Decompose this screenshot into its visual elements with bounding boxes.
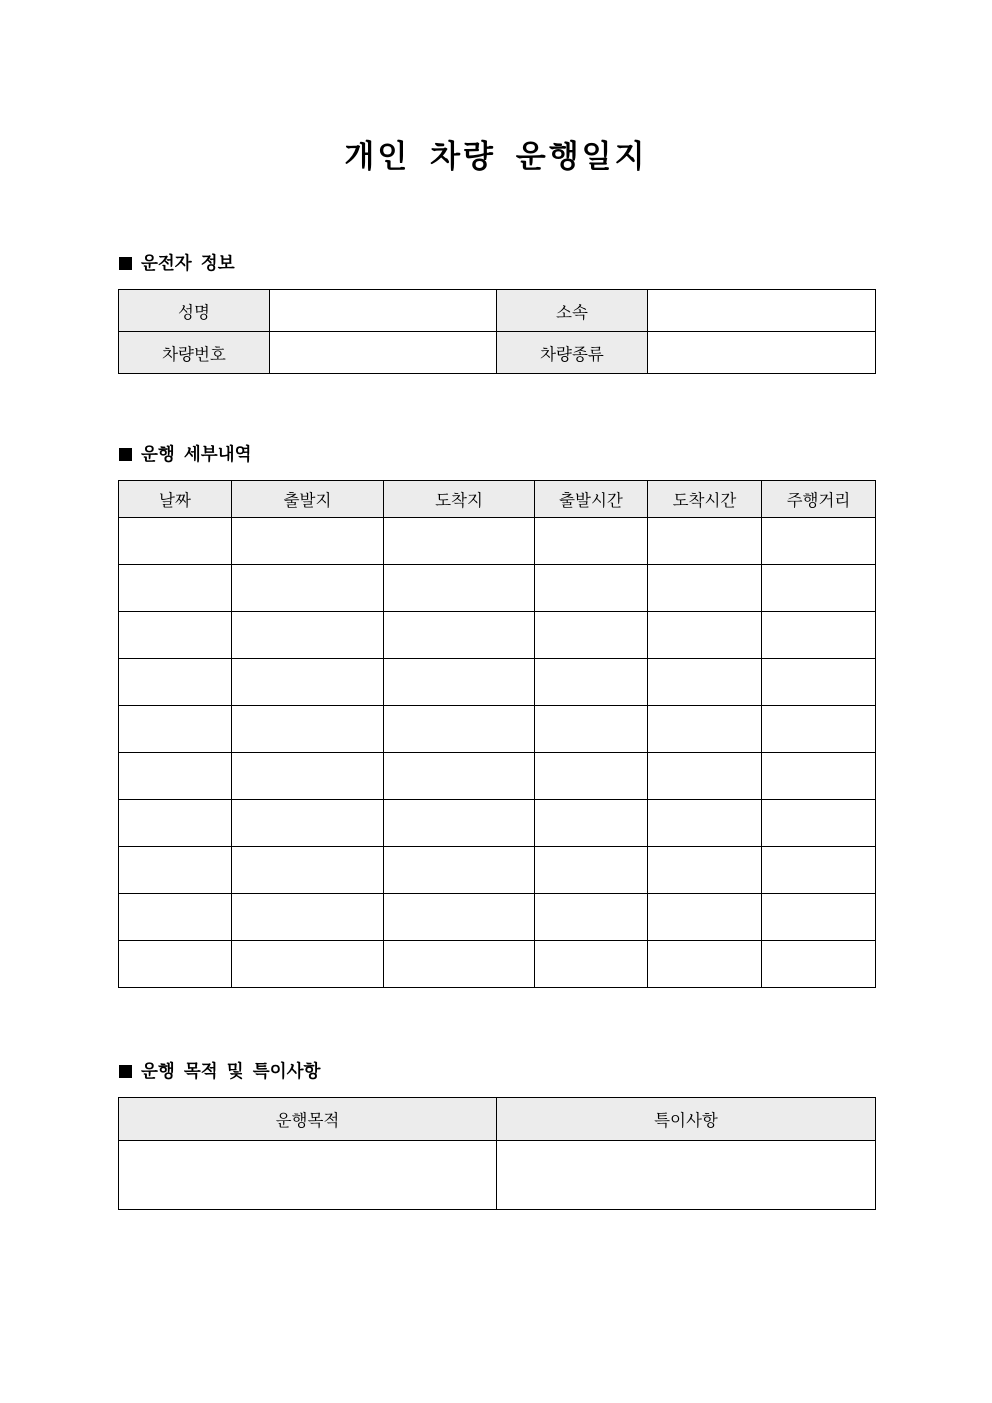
origin-cell[interactable] [232,706,384,753]
destination-cell[interactable] [384,706,535,753]
col-purpose-header: 운행목적 [119,1098,497,1141]
distance-cell[interactable] [762,800,876,847]
arrival-time-cell[interactable] [648,800,762,847]
col-destination-header: 도착지 [384,481,535,518]
distance-cell[interactable] [762,941,876,988]
arrival-time-cell[interactable] [648,659,762,706]
departure-time-cell[interactable] [535,565,648,612]
notes-field[interactable] [497,1141,876,1210]
destination-cell[interactable] [384,612,535,659]
plate-field[interactable] [270,332,497,374]
origin-cell[interactable] [232,612,384,659]
table-row [119,1141,876,1210]
table-row [119,612,876,659]
table-row [119,847,876,894]
departure-time-cell[interactable] [535,753,648,800]
origin-cell[interactable] [232,941,384,988]
name-field[interactable] [270,290,497,332]
origin-cell[interactable] [232,518,384,565]
table-row [119,332,876,374]
table-row [119,894,876,941]
arrival-time-cell[interactable] [648,753,762,800]
destination-cell[interactable] [384,847,535,894]
origin-cell[interactable] [232,753,384,800]
date-cell[interactable] [119,565,232,612]
table-row [119,753,876,800]
destination-cell[interactable] [384,565,535,612]
arrival-time-cell[interactable] [648,565,762,612]
square-bullet-icon [119,448,132,461]
destination-cell[interactable] [384,941,535,988]
distance-cell[interactable] [762,894,876,941]
origin-cell[interactable] [232,894,384,941]
departure-time-cell[interactable] [535,941,648,988]
table-row [119,518,876,565]
date-cell[interactable] [119,847,232,894]
departure-time-cell[interactable] [535,518,648,565]
distance-cell[interactable] [762,612,876,659]
document-title: 개인 차량 운행일지 [344,139,648,175]
arrival-time-cell[interactable] [648,847,762,894]
distance-cell[interactable] [762,659,876,706]
trip-log-heading [119,443,252,467]
col-origin-header: 출발지 [232,481,384,518]
table-row [119,941,876,988]
purpose-notes-heading [119,1060,320,1084]
col-arrival-time-header: 도착시간 [648,481,762,518]
purpose-notes-heading-text: 운행 목적 및 특이사항 [141,1062,321,1082]
origin-cell[interactable] [232,659,384,706]
distance-cell[interactable] [762,518,876,565]
date-cell[interactable] [119,753,232,800]
departure-time-cell[interactable] [535,847,648,894]
destination-cell[interactable] [384,518,535,565]
table-row [119,659,876,706]
departure-time-cell[interactable] [535,612,648,659]
vehicle-type-field[interactable] [648,332,876,374]
purpose-field[interactable] [119,1141,497,1210]
destination-cell[interactable] [384,800,535,847]
col-distance-header: 주행거리 [762,481,876,518]
driver-info-table [118,289,876,374]
date-cell[interactable] [119,894,232,941]
origin-cell[interactable] [232,800,384,847]
departure-time-cell[interactable] [535,706,648,753]
destination-cell[interactable] [384,659,535,706]
arrival-time-cell[interactable] [648,518,762,565]
arrival-time-cell[interactable] [648,706,762,753]
date-cell[interactable] [119,518,232,565]
destination-cell[interactable] [384,753,535,800]
origin-cell[interactable] [232,847,384,894]
square-bullet-icon [119,1065,132,1078]
table-row [119,706,876,753]
plate-label: 차량번호 [119,332,270,374]
date-cell[interactable] [119,612,232,659]
departure-time-cell[interactable] [535,894,648,941]
col-date-header: 날짜 [119,481,232,518]
arrival-time-cell[interactable] [648,941,762,988]
vehicle-type-label: 차량종류 [497,332,648,374]
col-notes-header: 특이사항 [497,1098,876,1141]
table-row [119,290,876,332]
table-header-row [119,1098,876,1141]
date-cell[interactable] [119,706,232,753]
affiliation-label: 소속 [497,290,648,332]
distance-cell[interactable] [762,847,876,894]
date-cell[interactable] [119,800,232,847]
driver-info-heading-text: 운전자 정보 [141,254,235,274]
table-header-row [119,481,876,518]
purpose-notes-table [118,1097,876,1210]
col-departure-time-header: 출발시간 [535,481,648,518]
arrival-time-cell[interactable] [648,612,762,659]
trip-log-table [118,480,876,988]
square-bullet-icon [119,257,132,270]
affiliation-field[interactable] [648,290,876,332]
departure-time-cell[interactable] [535,800,648,847]
arrival-time-cell[interactable] [648,894,762,941]
distance-cell[interactable] [762,706,876,753]
name-label: 성명 [119,290,270,332]
table-row [119,800,876,847]
date-cell[interactable] [119,941,232,988]
driver-info-heading [119,252,235,276]
distance-cell[interactable] [762,753,876,800]
trip-log-heading-text: 운행 세부내역 [141,445,252,465]
table-row [119,565,876,612]
destination-cell[interactable] [384,894,535,941]
origin-cell[interactable] [232,565,384,612]
distance-cell[interactable] [762,565,876,612]
date-cell[interactable] [119,659,232,706]
departure-time-cell[interactable] [535,659,648,706]
